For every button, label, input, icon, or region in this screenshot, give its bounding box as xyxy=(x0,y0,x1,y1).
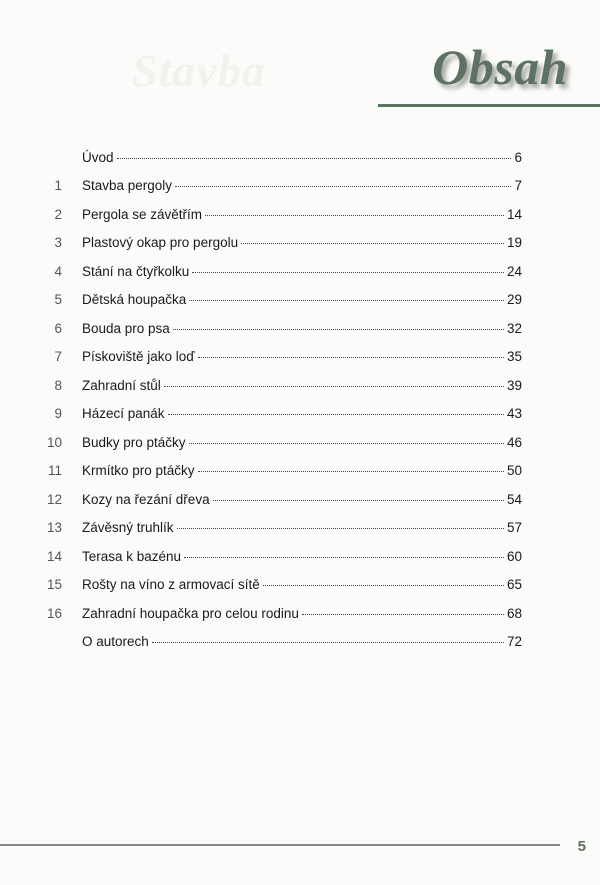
toc-entry-page: 50 xyxy=(506,463,522,479)
toc-entry-leader xyxy=(82,150,522,165)
toc-entry-page: 60 xyxy=(506,548,522,564)
toc-entry-number: 6 xyxy=(54,320,62,336)
toc-entry-leader xyxy=(82,235,522,250)
toc-entry-leader xyxy=(82,264,522,279)
toc-entry-title: Rošty na víno z armovací sítě xyxy=(82,577,260,593)
toc-entry-page: 7 xyxy=(514,178,522,194)
toc-entry-leader xyxy=(82,634,522,649)
toc-entry xyxy=(0,143,600,172)
toc-entry xyxy=(0,628,600,657)
toc-entry-leader xyxy=(82,349,522,364)
toc-entry-number: 4 xyxy=(54,263,62,279)
toc-entry-leader xyxy=(82,378,522,393)
toc-entry-page: 24 xyxy=(506,263,522,279)
toc-entry-page: 14 xyxy=(506,206,522,222)
toc-entry-leader xyxy=(82,178,522,193)
toc-entry-leader xyxy=(82,321,522,336)
toc-entry-page: 65 xyxy=(506,577,522,593)
toc-entry-leader xyxy=(82,520,522,535)
toc-entry-leader xyxy=(82,435,522,450)
toc-entry-title: Kozy na řezání dřeva xyxy=(82,491,210,507)
toc-entry-leader xyxy=(82,463,522,478)
toc-dot-leader xyxy=(177,528,504,529)
toc-entry xyxy=(0,286,600,315)
toc-entry-number: 3 xyxy=(54,235,62,251)
toc-dot-leader xyxy=(164,386,504,387)
toc-entry-page: 39 xyxy=(506,377,522,393)
page-number: 5 xyxy=(577,838,586,855)
toc-dot-leader xyxy=(184,557,504,558)
toc-entry-number: 9 xyxy=(54,406,62,422)
toc-entry-page: 29 xyxy=(506,292,522,308)
toc-dot-leader xyxy=(241,243,504,244)
toc-entry xyxy=(0,428,600,457)
toc-dot-leader xyxy=(189,300,504,301)
toc-entry xyxy=(0,200,600,229)
toc-entry-title: Krmítko pro ptáčky xyxy=(82,463,195,479)
toc-entry-title: Stání na čtyřkolku xyxy=(82,263,190,279)
toc-entry-page: 54 xyxy=(506,491,522,507)
toc-entry-number: 12 xyxy=(46,491,62,507)
toc-entry-number: 14 xyxy=(46,548,62,564)
toc-entry-title: Zahradní houpačka pro celou rodinu xyxy=(82,605,299,621)
table-of-contents xyxy=(0,143,600,656)
toc-dot-leader xyxy=(198,357,504,358)
toc-dot-leader xyxy=(302,614,504,615)
toc-entry-page: 57 xyxy=(506,520,522,536)
toc-entry-number: 13 xyxy=(46,520,62,536)
toc-entry-leader xyxy=(82,549,522,564)
toc-entry-number: 11 xyxy=(47,463,62,479)
toc-entry-number: 5 xyxy=(54,292,62,308)
toc-dot-leader xyxy=(175,186,511,187)
toc-entry xyxy=(0,571,600,600)
toc-entry xyxy=(0,229,600,258)
toc-entry-page: 46 xyxy=(506,434,522,450)
toc-entry xyxy=(0,172,600,201)
toc-entry-leader xyxy=(82,292,522,307)
toc-dot-leader xyxy=(152,642,504,643)
toc-entry xyxy=(0,371,600,400)
toc-entry-leader xyxy=(82,606,522,621)
ghost-background-text: Stavba xyxy=(132,45,266,96)
toc-entry-title: Dětská houpačka xyxy=(82,292,187,308)
toc-dot-leader xyxy=(173,329,504,330)
toc-dot-leader xyxy=(198,471,504,472)
toc-entry-page: 19 xyxy=(506,235,522,251)
toc-entry xyxy=(0,485,600,514)
footer-rule xyxy=(0,844,560,846)
toc-entry-title: Pískoviště jako loď xyxy=(82,349,195,365)
toc-entry xyxy=(0,542,600,571)
toc-entry xyxy=(0,400,600,429)
toc-entry-number: 7 xyxy=(54,349,62,365)
toc-entry-leader xyxy=(82,492,522,507)
toc-dot-leader xyxy=(192,272,504,273)
toc-entry xyxy=(0,457,600,486)
toc-entry-title: O autorech xyxy=(82,634,149,650)
toc-entry-title: Úvod xyxy=(82,149,114,165)
toc-dot-leader xyxy=(263,585,504,586)
title-underline xyxy=(378,104,600,107)
toc-entry-page: 72 xyxy=(506,634,522,650)
toc-entry-title: Bouda pro psa xyxy=(82,320,170,336)
toc-entry-title: Plastový okap pro pergolu xyxy=(82,235,239,251)
toc-dot-leader xyxy=(213,500,504,501)
toc-entry xyxy=(0,314,600,343)
toc-entry-title: Terasa k bazénu xyxy=(82,548,182,564)
toc-entry-number: 10 xyxy=(46,434,62,450)
toc-entry-page: 68 xyxy=(506,605,522,621)
toc-entry-title: Budky pro ptáčky xyxy=(82,434,186,450)
toc-entry-number: 1 xyxy=(54,178,62,194)
toc-entry-page: 35 xyxy=(506,349,522,365)
toc-entry-leader xyxy=(82,406,522,421)
toc-entry xyxy=(0,257,600,286)
toc-entry-number: 8 xyxy=(54,377,62,393)
toc-entry-title: Zahradní stůl xyxy=(82,377,161,393)
toc-entry-title: Pergola se závětřím xyxy=(82,206,203,222)
toc-dot-leader xyxy=(168,414,504,415)
toc-entry-number: 2 xyxy=(54,206,62,222)
toc-entry-page: 6 xyxy=(514,149,522,165)
toc-dot-leader xyxy=(205,215,504,216)
toc-entry-title: Házecí panák xyxy=(82,406,165,422)
toc-dot-leader xyxy=(117,158,512,159)
toc-entry-number: 16 xyxy=(46,605,62,621)
toc-entry-title: Stavba pergoly xyxy=(82,178,173,194)
toc-entry-title: Závěsný truhlík xyxy=(82,520,174,536)
toc-entry-leader xyxy=(82,577,522,592)
toc-dot-leader xyxy=(189,443,504,444)
toc-entry xyxy=(0,514,600,543)
page-title: Obsah xyxy=(432,39,568,95)
toc-entry xyxy=(0,343,600,372)
toc-entry-page: 32 xyxy=(506,320,522,336)
toc-entry xyxy=(0,599,600,628)
toc-entry-page: 43 xyxy=(506,406,522,422)
toc-entry-number: 15 xyxy=(46,577,62,593)
toc-entry-leader xyxy=(82,207,522,222)
